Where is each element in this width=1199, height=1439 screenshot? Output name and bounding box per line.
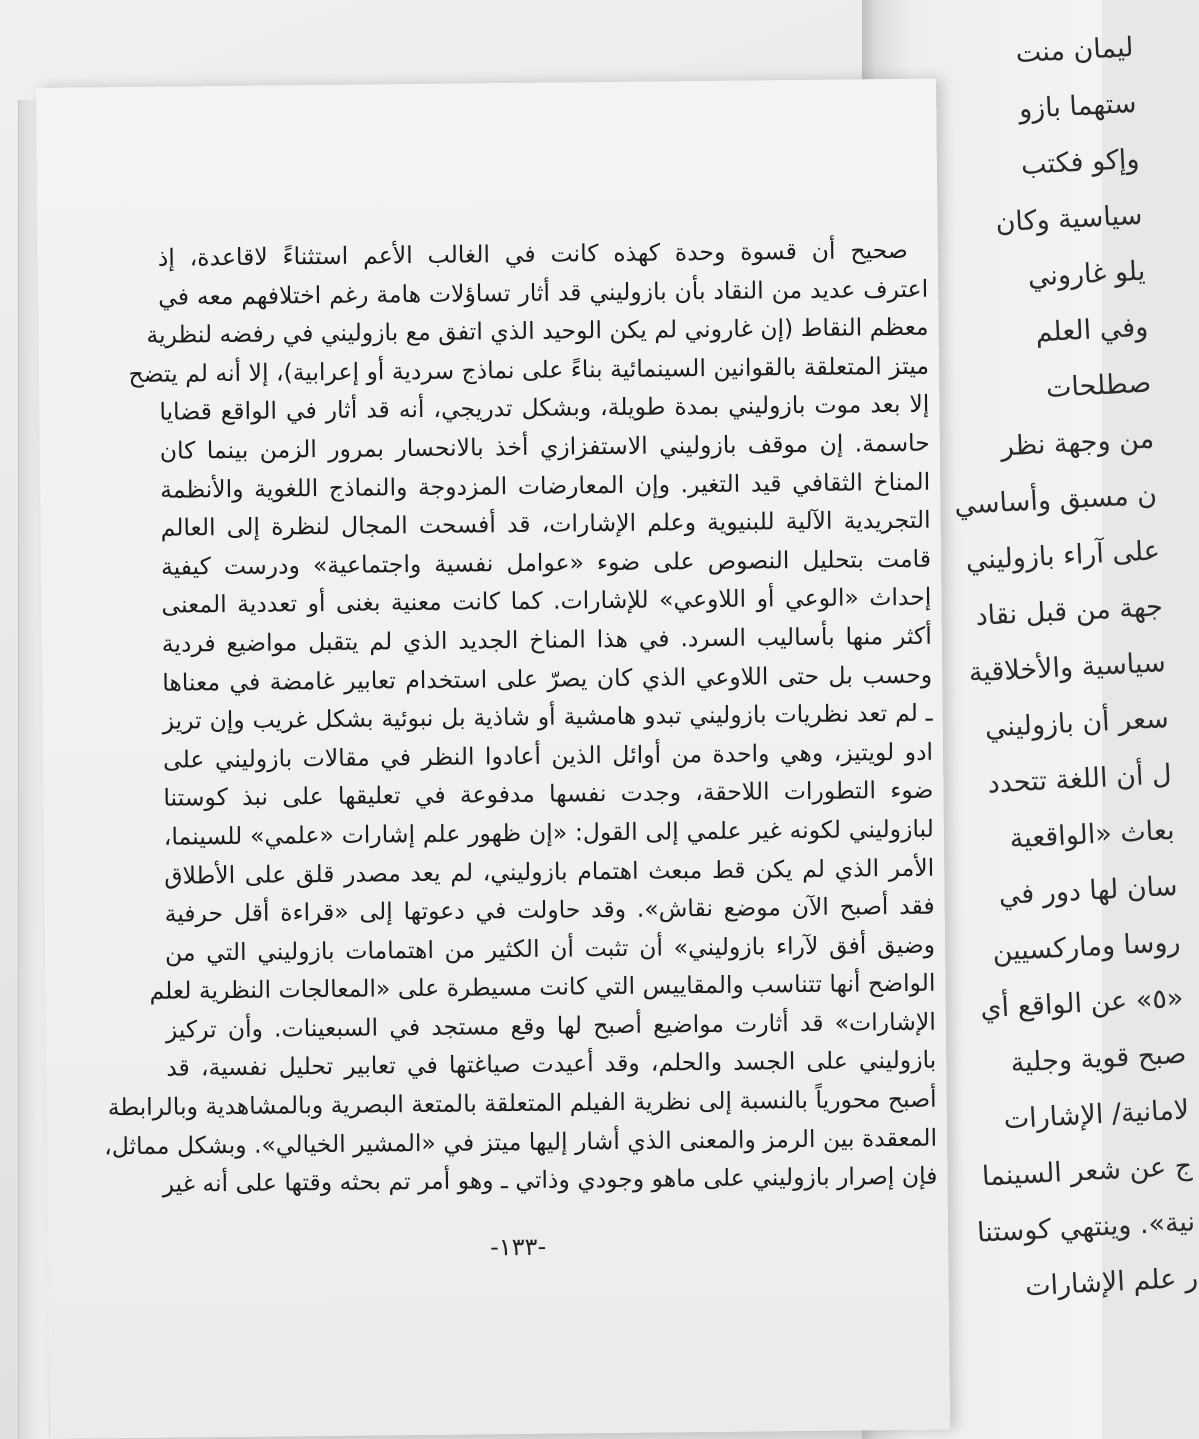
text-line: الواضح أنها تتناسب والمقاييس التي كانت مسيطرة على «المعالجات النظرية لعلم — [149, 968, 936, 1006]
facing-line: صبح قوية وجلية — [1009, 1038, 1188, 1079]
facing-line: سياسية والأخلاقية — [968, 647, 1167, 689]
facing-line: «٥» عن الواقع أي — [979, 982, 1185, 1025]
text-line: المعقدة بين الرمز والمعنى الذي أشار إليها ميتز في «المشير الخيالي». وبشكل مماثل، — [104, 1123, 938, 1160]
facing-line: ليمان منت — [1015, 31, 1135, 70]
facing-line: ر علم الإشارات — [1024, 1262, 1199, 1303]
text-line: ـ لم تعد نظريات بازوليني تبدو هامشية أو شاذية بل نبوئية بشكل غريب وإن تريز — [162, 698, 933, 735]
facing-line: وفي العلم — [1034, 311, 1149, 349]
facing-line: من وجهة نظر — [999, 423, 1155, 463]
facing-line: نية». وينتهي كوستنا — [976, 1206, 1196, 1249]
facing-line: صطلحات — [1045, 367, 1152, 404]
facing-line: لامانية/ الإشارات — [1002, 1094, 1190, 1136]
text-line: فقد أصبح الآن موضع نقاش». وقد حاولت في دعوتها إلى «قراءة أقل حرفية — [164, 891, 935, 928]
body-paragraph — [104, 231, 938, 1204]
text-line: ضوء التطورات اللاحقة، وجدت نفسها مدفوعة في تعليقها على نبذ كوستنا — [163, 775, 934, 813]
facing-line: روسا وماركسيين — [991, 926, 1182, 968]
text-line: أصبح محورياً بالنسبة إلى نظرية الفيلم المتعلقة بالمتعة البصرية وبالمشاهدية وبالرابطة — [107, 1084, 937, 1122]
text-line: فإن إصرار بازوليني على ماهو وجودي وذاتي ـ وهو أمر تم بحثه وقتها على أنه غير — [162, 1161, 938, 1198]
facing-line: سان لها دور في — [997, 870, 1179, 912]
book-page — [36, 79, 950, 1439]
facing-line: على آراء بازوليني — [964, 535, 1161, 577]
facing-line: جهة من قبل نقاد — [974, 591, 1164, 632]
text-line: معظم النقاط (إن غاروني لم يكن الوحيد الذي اتفق مع بازوليني في رفضه لنظرية — [146, 312, 929, 350]
text-line: ادو لويتيز، وهي واحدة من أوائل الذين أعادوا النظر في مقالات بازوليني على — [162, 737, 934, 774]
facing-line: سعر أن بازوليني — [984, 703, 1170, 744]
text-line: التجريدية الآلية للبنيوية وعلم الإشارات، قد أفسحت المجال لنظرة إلى العالم — [160, 505, 931, 542]
text-line: لبازوليني لكونه غير علمي إلى القول: «إن ظهور علم إشارات «علمي» للسينما، — [163, 814, 934, 851]
text-line: أكثر منها بأساليب السرد. في هذا المناخ الجديد الذي لم يتقبل مواضيع فردية — [161, 621, 932, 658]
text-line: الإشارات» قد أثارت مواضيع أصبح لها وقع مستجد في السبعينات. وأن تركيز — [165, 1007, 936, 1044]
facing-line: سياسية وكان — [994, 199, 1144, 239]
text-line: المناخ الثقافي قيد التغير. وإن المعارضات المزدوجة والنماذج اللغوية والأنظمة — [160, 467, 931, 504]
page-number: -١٣٣- — [490, 1232, 547, 1262]
text-line: اعترف عديد من النقاد بأن بازوليني قد أثار تساؤلات هامة رغم اختلافهم معه في — [158, 274, 929, 311]
facing-line: بعاث «الواقعية — [1008, 814, 1176, 855]
text-line: وحسب بل حتى اللاوعي الذي كان يصرّ على استخدام تعابير غامضة في معناها — [162, 660, 933, 697]
text-line: قامت بتحليل النصوص على ضوء «عوامل نفسية واجتماعية» ودرست كيفية — [160, 544, 932, 581]
text-line: إلا بعد موت بازوليني بمدة طويلة، وبشكل تدريجي، أنه قد أثار في الواقع قضايا — [159, 390, 930, 427]
facing-line: يلو غاروني — [1027, 255, 1146, 293]
facing-line: وإكو فكتب — [1020, 143, 1141, 181]
facing-line: ن مسبق وأساسي — [953, 479, 1158, 521]
facing-line: ج عن شعر السينما — [981, 1150, 1193, 1193]
text-line: إحداث «الوعي أو اللاوعي» للإشارات. كما كانت معنية بغنى أو تعددية المعنى — [161, 582, 932, 620]
text-line: بازوليني على الجسد والحلم، وقد أعيدت صياغتها في تعابير تحليل نفسية، قد — [166, 1046, 937, 1083]
facing-line: ل أن اللغة تتحدد — [986, 758, 1173, 800]
text-line: صحيح أن قسوة وحدة كهذه كانت في الغالب الأعم استثناءً لاقاعدة، إذ — [157, 235, 908, 272]
text-line: وضيق أفق لآراء بازوليني» أن تثبت أن الكثير من اهتمامات بازوليني التي من — [164, 930, 936, 967]
text-line: حاسمة. إن موقف بازوليني الاستفزازي أخذ بالانحسار بمرور الزمن بينما كان — [159, 428, 930, 465]
facing-line: ستهما بازو — [1018, 87, 1138, 126]
text-line: ميتز المتعلقة بالقوانين السينمائية بناءً على نماذج سردية أو إعرابية)، إلا أنه لم يتضح — [128, 351, 930, 388]
text-line: الأمر الذي لم يكن قط مبعث اهتمام بازوليني، لم يعد مصدر قلق على الأطلاق — [164, 853, 935, 890]
